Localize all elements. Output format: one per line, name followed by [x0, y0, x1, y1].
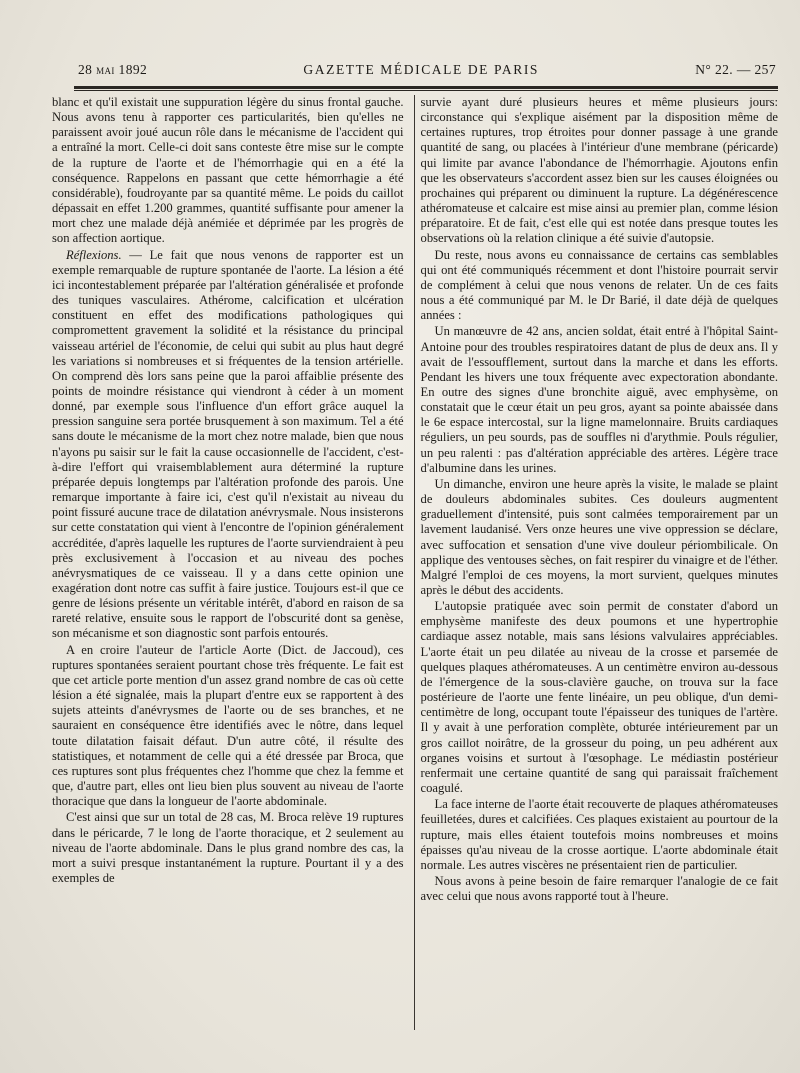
paragraph: Un dimanche, environ une heure après la visite, le malade se plaint de douleurs abdominales subites. Ces douleurs augmentent graduellement d'intensité, puis sont calmées temporairement par un lavement laudanisé. Vers onze heures une vive oppression se déclare, avec suffocation et sensation d'une vive douleur périombilicale. On applique des ventouses sèches, on fait respirer du vinaigre et de l'éther. Malgré l'emploi de ces moyens, la mort survient, quelques minutes après le début des accidents. [420, 476, 778, 597]
header-issue-page: N° 22. — 257 [695, 62, 776, 77]
paragraph: A en croire l'auteur de l'article Aorte (Dict. de Jaccoud), ces ruptures spontanées seraient pourtant chose très fréquente. Le fait est que cet article porte mention d'un assez grand nombre de cas où cette lésion a été signalée, mais la plupart d'entre eux se rapportent à des sujets atteints d'anévrysmes de l'aorte ou de ses branches, et ne sauraient en conséquence être identifiés avec le nôtre, dans lequel toute dilatation faisait défaut. D'un autre côté, il résulte des statistiques, et notamment de celle qui a été dressée par Broca, que ces ruptures sont plus fréquentes chez l'homme que chez la femme et que, d'autre part, elles ont lieu bien plus souvent au niveau de l'aorte thoracique que dans la longueur de l'aorte abdominale. [52, 642, 404, 809]
paragraph [52, 248, 404, 642]
paragraph: Du reste, nous avons eu connaissance de certains cas semblables qui ont été communiqués récemment et dont l'histoire pourrait servir de complément à celui que nous venons de relater. Un de ces faits nous a été communiqué par M. le Dr Barié, il date déjà de quelques années : [420, 247, 778, 323]
paragraph: Nous avons à peine besoin de faire remarquer l'analogie de ce fait avec celui que nous avons rapporté tout à l'heure. [420, 873, 778, 904]
paragraph-text: — Le fait que nous venons de rapporter est un exemple remarquable de rupture spontanée de l'aorte. La lésion a été ici incontestablement préparée par l'altération généralisée et profonde des tuniques vasculaires. Athérome, calcification et ulcération constituent en effet des modifications pathologiques qui compromettent gravement la solidité et la résistance du principal vaisseau artériel de l'économie, de celui qui subit au plus haut degré les variations si nombreuses et si fréquentes de la tension artérielle. On comprend dès lors sans peine que la paroi affaiblie présente des points de moindre résistance qui viendront à céder à un moment donné, par exemple sous l'influence d'un effort grâce auquel la pression sanguine sera portée brusquement à son maximum. Tel a été sans doute le mécanisme de la mort chez notre malade, bien que nous n'ayons pu saisir sur le fait la cause occasionnelle de l'accident, c'est-à-dire l'effort qui vraisemblablement aura déterminé la rupture préparée depuis longtemps par l'altération profonde des parois. Une remarque importante à faire ici, c'est qu'il n'existait au niveau du point fissuré aucune trace de dilatation anévrysmale. Nous insisterons sur cette constatation qui vient à l'encontre de l'opinion généralement accréditée, d'après laquelle les ruptures de l'aorte surviendraient à peu près exclusivement à l'occasion et au niveau des poches anévrysmatiques de ce vaisseau. Il y a dans cette opinion une exagération dont notre cas suffit à faire justice. Toujours est-il que ce genre de lésions présente un véritable intérêt, d'abord en raison de sa rareté relative, ensuite sous le rapport de l'obscurité dont sa genèse, son mécanisme et son diagnostic sont parfois entourés. [52, 247, 404, 641]
header-rule-thin [74, 90, 778, 91]
paragraph: survie ayant duré plusieurs heures et même plusieurs jours: circonstance qui s'explique aisément par la disposition même de certaines ruptures, trop étroites pour donner passage à une grande quantité de sang, ou placées à l'intérieur d'une membrane (péricarde) qui limite par avance l'abondance de l'hémorrhagie. Ajoutons enfin que les observateurs s'accordent assez bien sur les causes éloignées ou prochaines qui préparent ou diminuent la rupture. La dégénérescence athéromateuse et calcaire est mise ainsi au premier plan, comme lésion préparatoire. Et de fait, c'est elle qui est notée dans presque toutes les observations où la relation clinique a été suivie d'autopsie. [420, 95, 778, 246]
column-divider [414, 95, 415, 1030]
left-column [52, 95, 412, 1030]
header-rule-thick [74, 86, 778, 89]
paragraph: Un manœuvre de 42 ans, ancien soldat, était entré à l'hôpital Saint-Antoine pour des troubles respiratoires datant de plus de deux ans. Il y avait de l'essoufflement, surtout dans la marche et dans les efforts. Pendant les hivers une toux fréquente avec expectoration abondante. En outre des signes d'une bronchite aiguë, avec emphysème, on constatait que le cœur était un peu gros, ayant sa pointe abaissée dans le 6e espace intercostal, sur la ligne mamelonnaire. Bruits cardiaques réguliers, un peu sourds, pas de souffles ni d'arythmie. Pouls régulier, un peu ralenti : pas d'altération appréciable des artères. Légère trace d'albumine dans les urines. [420, 324, 778, 475]
paragraph: blanc et qu'il existait une suppuration légère du sinus frontal gauche. Nous avons tenu à rapporter ces particularités, bien qu'elles ne paraissent avoir joué aucun rôle dans le mécanisme de l'accident qui a entraîné la mort. Celle-ci doit sans conteste être mise sur le compte de la rupture de l'aorte et de l'hémorrhagie qui en a été la conséquence. Rappelons en passant que cette hémorrhagie a été considérable), foudroyante par sa quantité même. Le poids du caillot dépassait en effet 1.200 grammes, quantité suffisante pour amener la mort chez une malade déjà anémiée et déprimée par les progrès de son affection aortique. [52, 95, 404, 246]
header-title: GAZETTE MÉDICALE DE PARIS [303, 62, 540, 77]
page-header [52, 62, 778, 82]
paragraph: C'est ainsi que sur un total de 28 cas, M. Broca relève 19 ruptures dans le péricarde, 7 le long de l'aorte thoracique, et 2 seulement au niveau de l'aorte abdominale. Dans le plus grand nombre des cas, la mort a suivi presque instantanément la rupture. Pourtant il y a des exemples de [52, 810, 404, 885]
paragraph: La face interne de l'aorte était recouverte de plaques athéromateuses feuilletées, dures et calcifiées. Ces plaques existaient au pourtour de la rupture, mais elles étaient toutefois moins nombreuses et moins épaisses qu'au niveau de la crosse aortique. L'aorte abdominale était normale. Les autres viscères ne présentaient rien de particulier. [420, 797, 778, 872]
header-date: 28 mai 1892 [78, 62, 148, 77]
paragraph: L'autopsie pratiquée avec soin permit de constater d'abord un emphysème manifeste des deux poumons et une hypertrophie cardiaque assez notable, mais sans lésions valvulaires appréciables. L'aorte était un peu dilatée au niveau de la crosse et parsemée de quelques plaques athéromateuses. A un centimètre environ au-dessous de l'émergence de la sous-clavière gauche, on trouva sur la face postérieure de l'aorte une fente linéaire, un peu oblique, d'un demi-centimètre de long, occupant toute l'épaisseur des tuniques de l'artère. Il y avait à une perforation complète, obturée intérieurement par un gros caillot noirâtre, de la grosseur du poing, un peu adhérent aux organes voisins et surtout à l'œsophage. Le médiastin postérieur renfermait une certaine quantité de sang qui paraissait fraîchement coagulé. [420, 599, 778, 796]
text-columns [52, 95, 778, 1030]
right-column [419, 95, 778, 1030]
paragraph-lead: Réflexions. [66, 247, 122, 262]
